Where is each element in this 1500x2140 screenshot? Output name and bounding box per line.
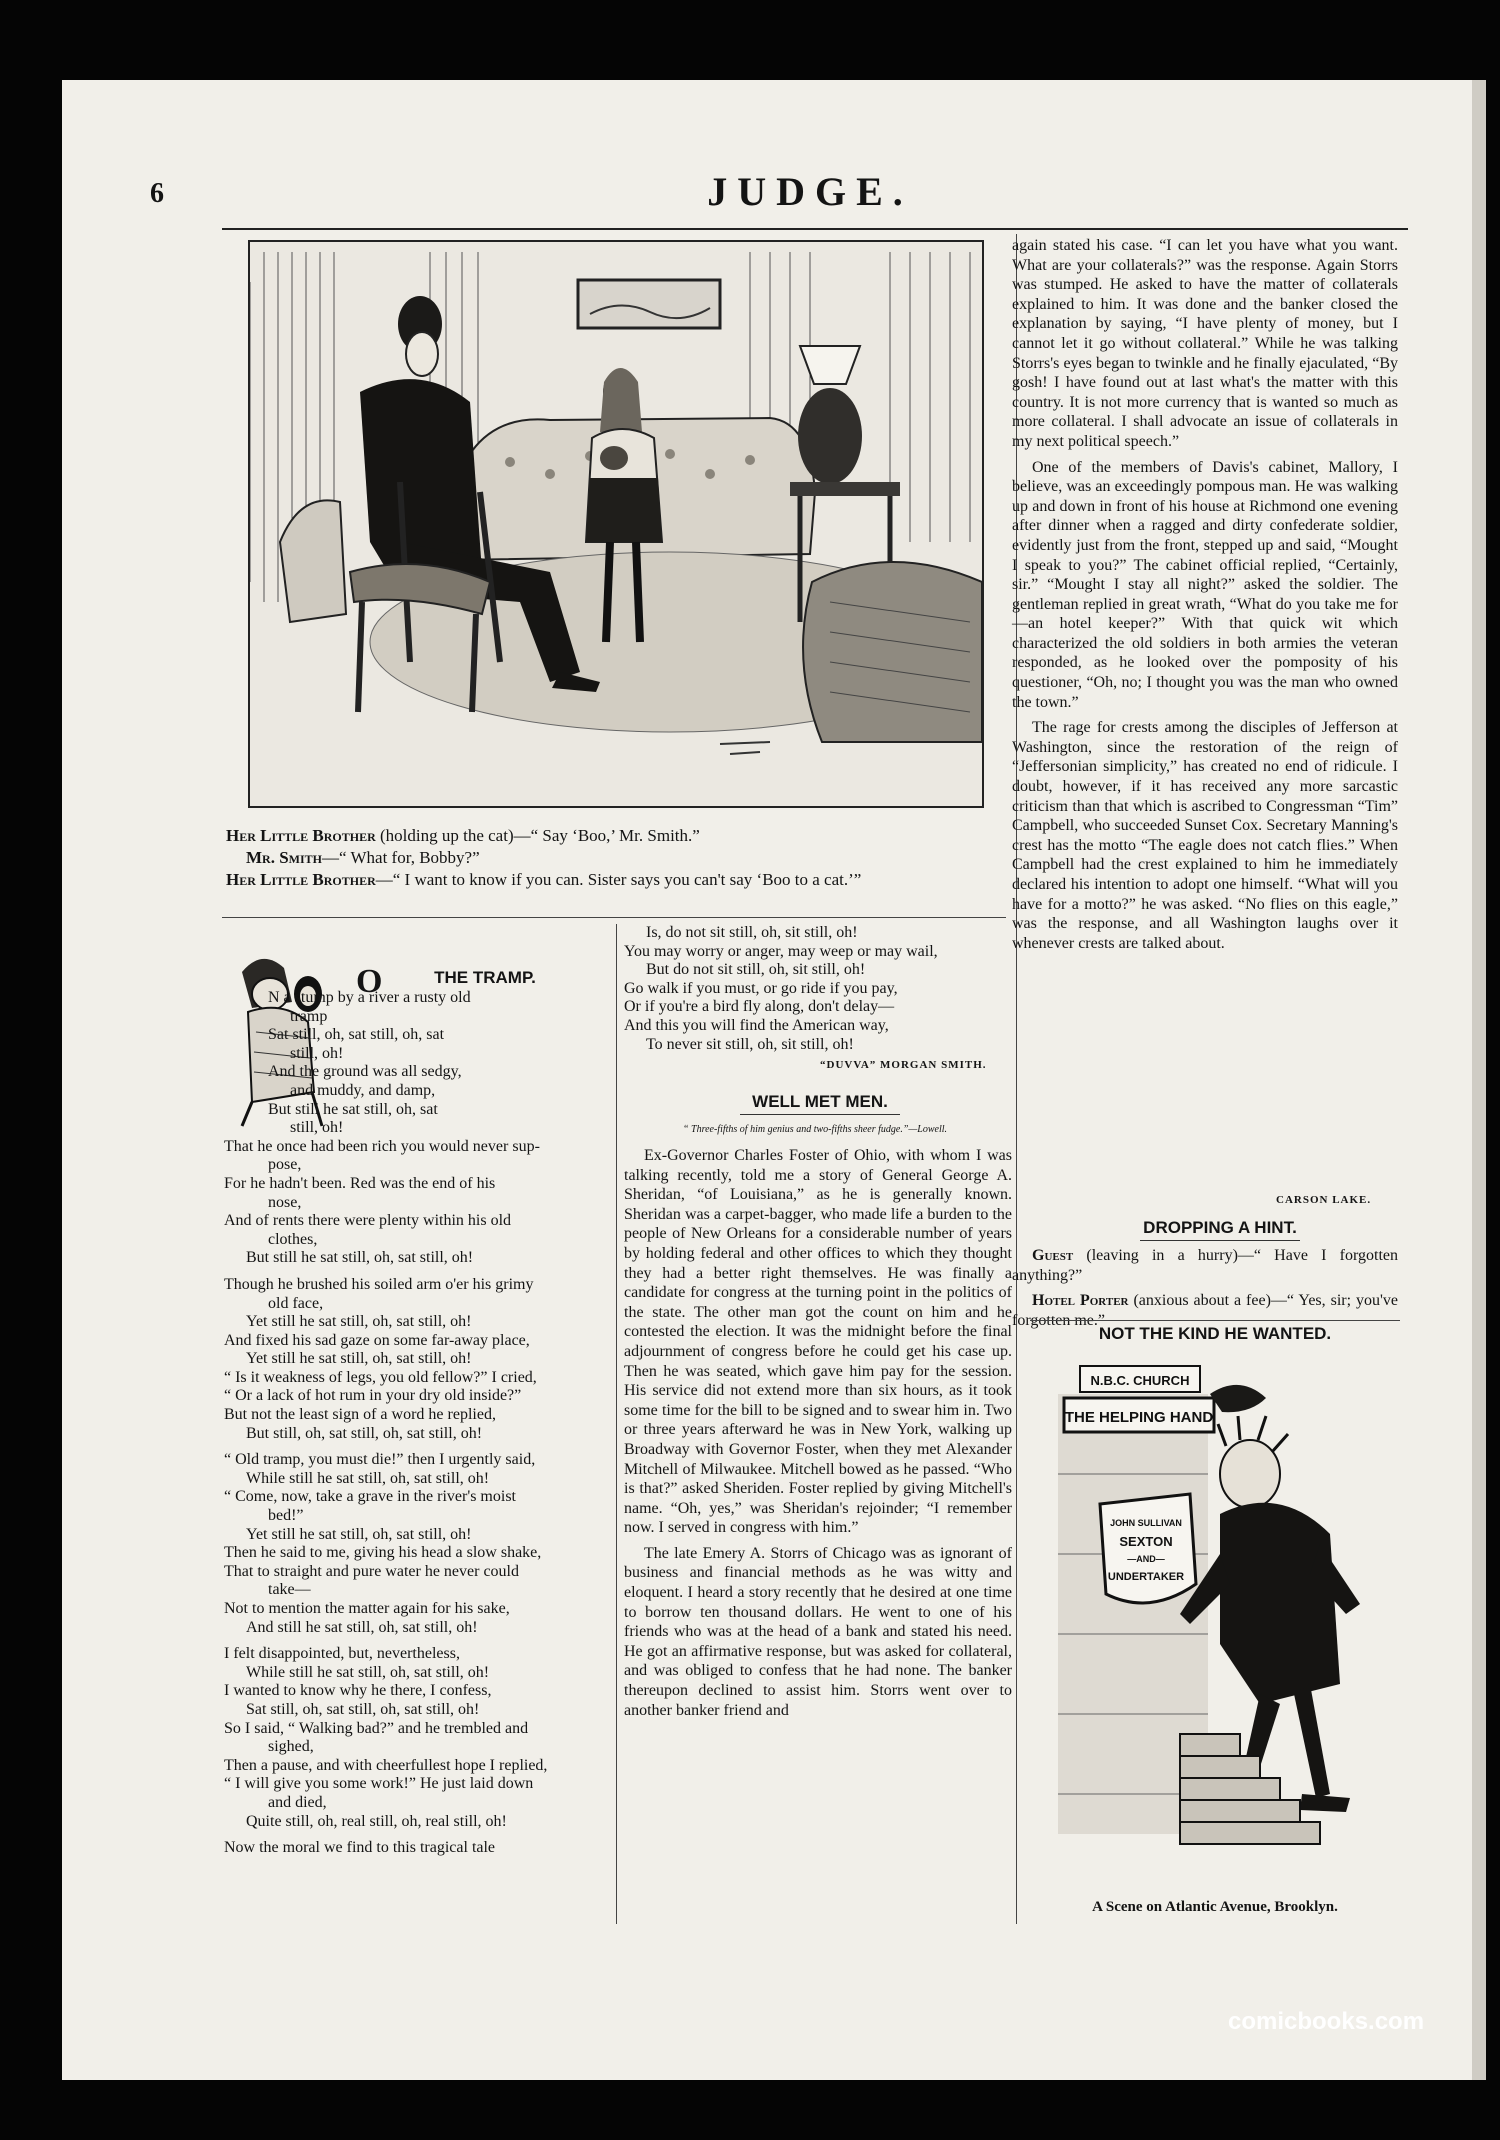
masthead-rule (222, 228, 1408, 230)
porter-text: (anxious about a fee)—“ Yes, sir; you've forgotten me.” (1012, 1292, 1398, 1329)
tramp-poem-line: And fixed his sad gaze on some far-away place, (224, 1331, 530, 1349)
tramp-poem-line: tramp (290, 1007, 328, 1025)
parlor-scene-drawing (250, 242, 982, 806)
well-met-men-body (624, 1146, 1012, 1726)
tramp-poem-line: N a stump by a river a rusty old (268, 989, 471, 1006)
flying-hat-icon (1210, 1385, 1266, 1412)
comicbooks-watermark: comicbooks.com (1228, 2008, 1425, 2035)
tramp-poem-line: Now the moral we find to this tragical tale (224, 1839, 496, 1857)
caption-line-2 (226, 848, 1006, 868)
tramp-poem-line (224, 1443, 614, 1451)
tramp-poem-line: But still he sat still, oh, sat still, oh! (246, 1249, 474, 1267)
guest-text: (leaving in a hurry)—“ Have I forgotten anything?” (1012, 1247, 1398, 1284)
tramp-poem-line: Yet still he sat still, oh, sat still, oh! (246, 1313, 472, 1331)
guest-line (1012, 1246, 1398, 1285)
tramp-poem-line: But not the least sign of a word he replied, (224, 1406, 496, 1424)
church-sign-text: N.B.C. CHURCH (1090, 1373, 1190, 1388)
tramp-poem-body (224, 989, 614, 1858)
tramp-poem-line: I felt disappointed, but, nevertheless, (224, 1645, 460, 1663)
well-met-title-underline (740, 1114, 900, 1115)
storrs-story-continued (1012, 236, 1398, 959)
dropping-a-hint-dialogue (1012, 1246, 1398, 1336)
plaque-line-4: UNDERTAKER (1107, 1571, 1185, 1583)
helping-hand-sign-text: THE HELPING HAND (1064, 1409, 1214, 1426)
parlor-cartoon-illustration (248, 240, 984, 808)
tramp-poem-line: And still he sat still, oh, sat still, oh! (246, 1618, 478, 1636)
tramp-poem-line: And the ground was all sedgy, (268, 1063, 462, 1081)
caption-speaker-2: Mr. Smith (246, 848, 322, 867)
tramp-poem-continued-line: You may worry or anger, may weep or may wail, (624, 942, 938, 960)
top-cartoon-caption (226, 826, 1006, 892)
tramp-poem-line: Not to mention the matter again for his sake, (224, 1600, 510, 1617)
tramp-poem-continued-line: Is, do not sit still, oh, sit still, oh! (646, 924, 858, 941)
caption-text-2: —“ What for, Bobby?” (322, 848, 480, 867)
tramp-poem-line: “ Come, now, take a grave in the river's moist (224, 1488, 516, 1506)
crests-paragraph: The rage for crests among the disciples of Jefferson at Washington, since the restoration of the reign of “Jeffersonian simplicity,” has created no end of ridicule. I doubt, however, if it has received any more sarcastic criticism than that which is ascribed to Congressman “Tim” Campbell, who succeeded Sunset Cox. Secretary Manning's crest has the motto “The eagle does not catch flies.” When Campbell had the crest explained to him he immediately declared his intention to adopt one himself. “What will you have for a motto?” he was asked. “No flies on this eagle,” was the response, and all Washington laughs over it whenever crests are talked about. (1012, 719, 1398, 952)
tramp-poem-line: still, oh! (290, 1044, 344, 1062)
tramp-poem-continued-line: But do not sit still, oh, sit still, oh! (646, 961, 866, 979)
sexton-cartoon-caption: A Scene on Atlantic Avenue, Brooklyn. (1092, 1899, 1338, 1915)
well-met-men-title: WELL MET MEN. (752, 1092, 888, 1111)
tramp-poem-line: nose, (268, 1193, 302, 1211)
caption-line-1 (226, 826, 1006, 846)
tramp-poem-line: I wanted to know why he there, I confess, (224, 1682, 492, 1700)
lowell-epigraph: “ Three-fifths of him genius and two-fifths sheer fudge.”—Lowell. (682, 1124, 948, 1135)
dropping-a-hint-title: DROPPING A HINT. (1143, 1218, 1297, 1237)
foster-sheridan-paragraph: Ex-Governor Charles Foster of Ohio, with whom I was talking recently, told me a story of General George A. Sheridan, “of Louisiana,” as he is generally known. Sheridan was a carpet-bagger, who made life a burden to the people of New Orleans for a considerable number of years by holding federal and other offices to which they thought they had a better right themselves. He was finally a candidate for congress at the turning point in the politics of the state. The other man got the count on him and he contested the election. It was the midnight before the final adjournment of congress before he could get his case up. Then he was seated, which gave him pay for the session. His service did not extend more than six hours, as it took some time for the bill to be signed and to swear him in. Two or three years afterward he was in New York, walking up Broadway with Governor Foster, when they met Alexander Mitchell of Milwaukee. Mitchell bowed as he passed. “Who is that?” asked Sheriden. Foster replied by giving Mitchell's name. “Oh, yes,” was Sheridan's rejoinder; “I remember now. I served in congress with him.” (624, 1147, 1012, 1537)
caption-line-3 (226, 870, 1006, 890)
tramp-poem-continued-line: To never sit still, oh, sit still, oh! (646, 1035, 854, 1053)
tramp-poem-line: While still he sat still, oh, sat still, oh! (246, 1663, 490, 1681)
tramp-poem-line: pose, (268, 1156, 302, 1174)
storrs-continued-paragraph: again stated his case. “I can let you have what you want. What are your collaterals?” was the response. Again Storrs was stumped. He asked to have the matter of collaterals explained to him. It was done and the banker closed the explanation by saying, “I have plenty of money, but I cannot let it go without collateral.” While he was talking Storrs's eyes began to twinkle and he finally ejaculated, “By gosh! I have found out at last what's the matter with this country. It is not more currency that is wanted so much as more collateral. I shall advocate an issue of collaterals in my next political speech.” (1012, 237, 1398, 450)
tramp-poem-line: Yet still he sat still, oh, sat still, oh! (246, 1525, 472, 1543)
tramp-poem-line: And of rents there were plenty within his old (224, 1212, 512, 1230)
tramp-poem-line: sighed, (268, 1738, 314, 1756)
tramp-poem-continued-line: And this you will find the American way, (624, 1016, 889, 1034)
sexton-scene-drawing (1040, 1354, 1392, 1894)
tramp-poem-line: and died, (268, 1793, 327, 1811)
caption-speaker-3: Her Little Brother (226, 870, 376, 889)
tramp-poem-continued-line: Or if you're a bird fly along, don't delay— (624, 998, 895, 1016)
tramp-poem-line (224, 1268, 614, 1276)
tramp-poem-line: Then he said to me, giving his head a slow shake, (224, 1544, 542, 1562)
tramp-poem-line: That he once had been rich you would never sup- (224, 1137, 540, 1155)
plaque-line-1: JOHN SULLIVAN (1110, 1518, 1182, 1528)
hint-divider-rule (1030, 1320, 1400, 1321)
tramp-poem-line: “ I will give you some work!” He just laid down (224, 1775, 534, 1793)
tramp-dropcap: O (356, 963, 383, 1000)
adjacent-page-edge (1472, 80, 1486, 2080)
tramp-poem-line: While still he sat still, oh, sat still, oh! (246, 1469, 490, 1487)
plaque-line-2: SEXTON (1119, 1534, 1173, 1549)
tramp-poem-continued (624, 924, 1008, 1054)
tramp-poem-line: take— (268, 1581, 311, 1599)
mallory-paragraph: One of the members of Davis's cabinet, Mallory, I believe, was an exceedingly pompous man. He was walking up and down in front of his house at Richmond one evening after dinner when a ragged and dirty confederate soldier, evidently just from the front, stepped up and said, “Mought I speak to you?” The cabinet official replied, “Certainly, sir.” “Mought I stay all night?” asked the soldier. The gentleman replied in great wrath, “What do you take me for—an hotel keeper?” With that quick wit which characterized the old soldiers in both armies the veteran responded, as he looked over the pomposity of his questioner, “Oh, no; I thought you was the man who owned the town.” (1012, 458, 1398, 711)
caption-text-1: (holding up the cat)—“ Say ‘Boo,’ Mr. Smith.” (375, 826, 700, 845)
tramp-poem-line: still, oh! (290, 1119, 344, 1137)
tramp-poem-line (224, 1637, 614, 1645)
tramp-poem-line: Sat still, oh, sat still, oh, sat still, oh! (246, 1700, 480, 1718)
tramp-poem-line: Though he brushed his soiled arm o'er his grimy (224, 1275, 534, 1293)
not-the-kind-he-wanted-title: NOT THE KIND HE WANTED. (1098, 1324, 1332, 1343)
tramp-poem-line: Sat still, oh, sat still, oh, sat (268, 1026, 445, 1044)
morgan-smith-signature: “DUVVA” MORGAN SMITH. (820, 1059, 987, 1071)
tramp-poem-line: “ Old tramp, you must die!” then I urgently said, (224, 1451, 536, 1469)
tramp-poem-line: For he hadn't been. Red was the end of his (224, 1174, 496, 1192)
tramp-poem-line (224, 1831, 614, 1839)
caption-speaker-1: Her Little Brother (226, 826, 376, 845)
caption-divider-rule (222, 917, 1006, 918)
tramp-poem-line: Yet still he sat still, oh, sat still, oh! (246, 1350, 472, 1368)
guest-speaker: Guest (1032, 1247, 1074, 1264)
sexton-cartoon-illustration (1040, 1354, 1392, 1894)
tramp-poem-line: clothes, (268, 1230, 318, 1248)
porter-speaker: Hotel Porter (1032, 1292, 1129, 1310)
column-rule-middle (616, 924, 617, 1924)
dropping-title-underline (1140, 1240, 1300, 1241)
tramp-poem-line: But still he sat still, oh, sat (268, 1100, 438, 1118)
storrs-paragraph: The late Emery A. Storrs of Chicago was as ignorant of business and financial methods as he was witty and eloquent. I heard a story recently that he desired at one time to borrow ten thousand dollars. He went to one of his friends who was at the head of a bank and stated his need. He got an affirmative response, but was asked for collateral, and was obliged to confess that he had none. The banker thereupon declined to assist him. Storrs went over to another banker friend and (624, 1544, 1012, 1719)
tramp-poem-line: That to straight and pure water he never could (224, 1562, 519, 1580)
tramp-poem-line: “ Is it weakness of legs, you old fellow?” I cried, (224, 1368, 537, 1386)
tramp-poem-continued-line: Go walk if you must, or go ride if you pay, (624, 979, 898, 997)
caption-text-3: —“ I want to know if you can. Sister says you can't say ‘Boo to a cat.’” (375, 870, 862, 889)
tramp-poem-line: Quite still, oh, real still, oh, real still, oh! (246, 1812, 507, 1830)
tramp-poem-line: So I said, “ Walking bad?” and he trembled and (224, 1719, 529, 1737)
tramp-poem-line: bed!” (268, 1507, 304, 1525)
carson-lake-signature: CARSON LAKE. (1276, 1194, 1372, 1206)
tramp-poem-line: and muddy, and damp, (290, 1081, 436, 1099)
tramp-poem-line: “ Or a lack of hot rum in your dry old inside?” (224, 1387, 522, 1405)
tramp-poem-line: Then a pause, and with cheerfullest hope I replied, (224, 1756, 548, 1774)
plaque-line-3: —AND— (1127, 1554, 1165, 1564)
tramp-poem-line: But still, oh, sat still, oh, sat still, oh! (246, 1424, 483, 1442)
page-number: 6 (150, 178, 164, 209)
tramp-poem-line: old face, (268, 1294, 324, 1312)
tramp-poem-title: THE TRAMP. (434, 968, 536, 987)
masthead-title: JUDGE. (707, 169, 913, 214)
